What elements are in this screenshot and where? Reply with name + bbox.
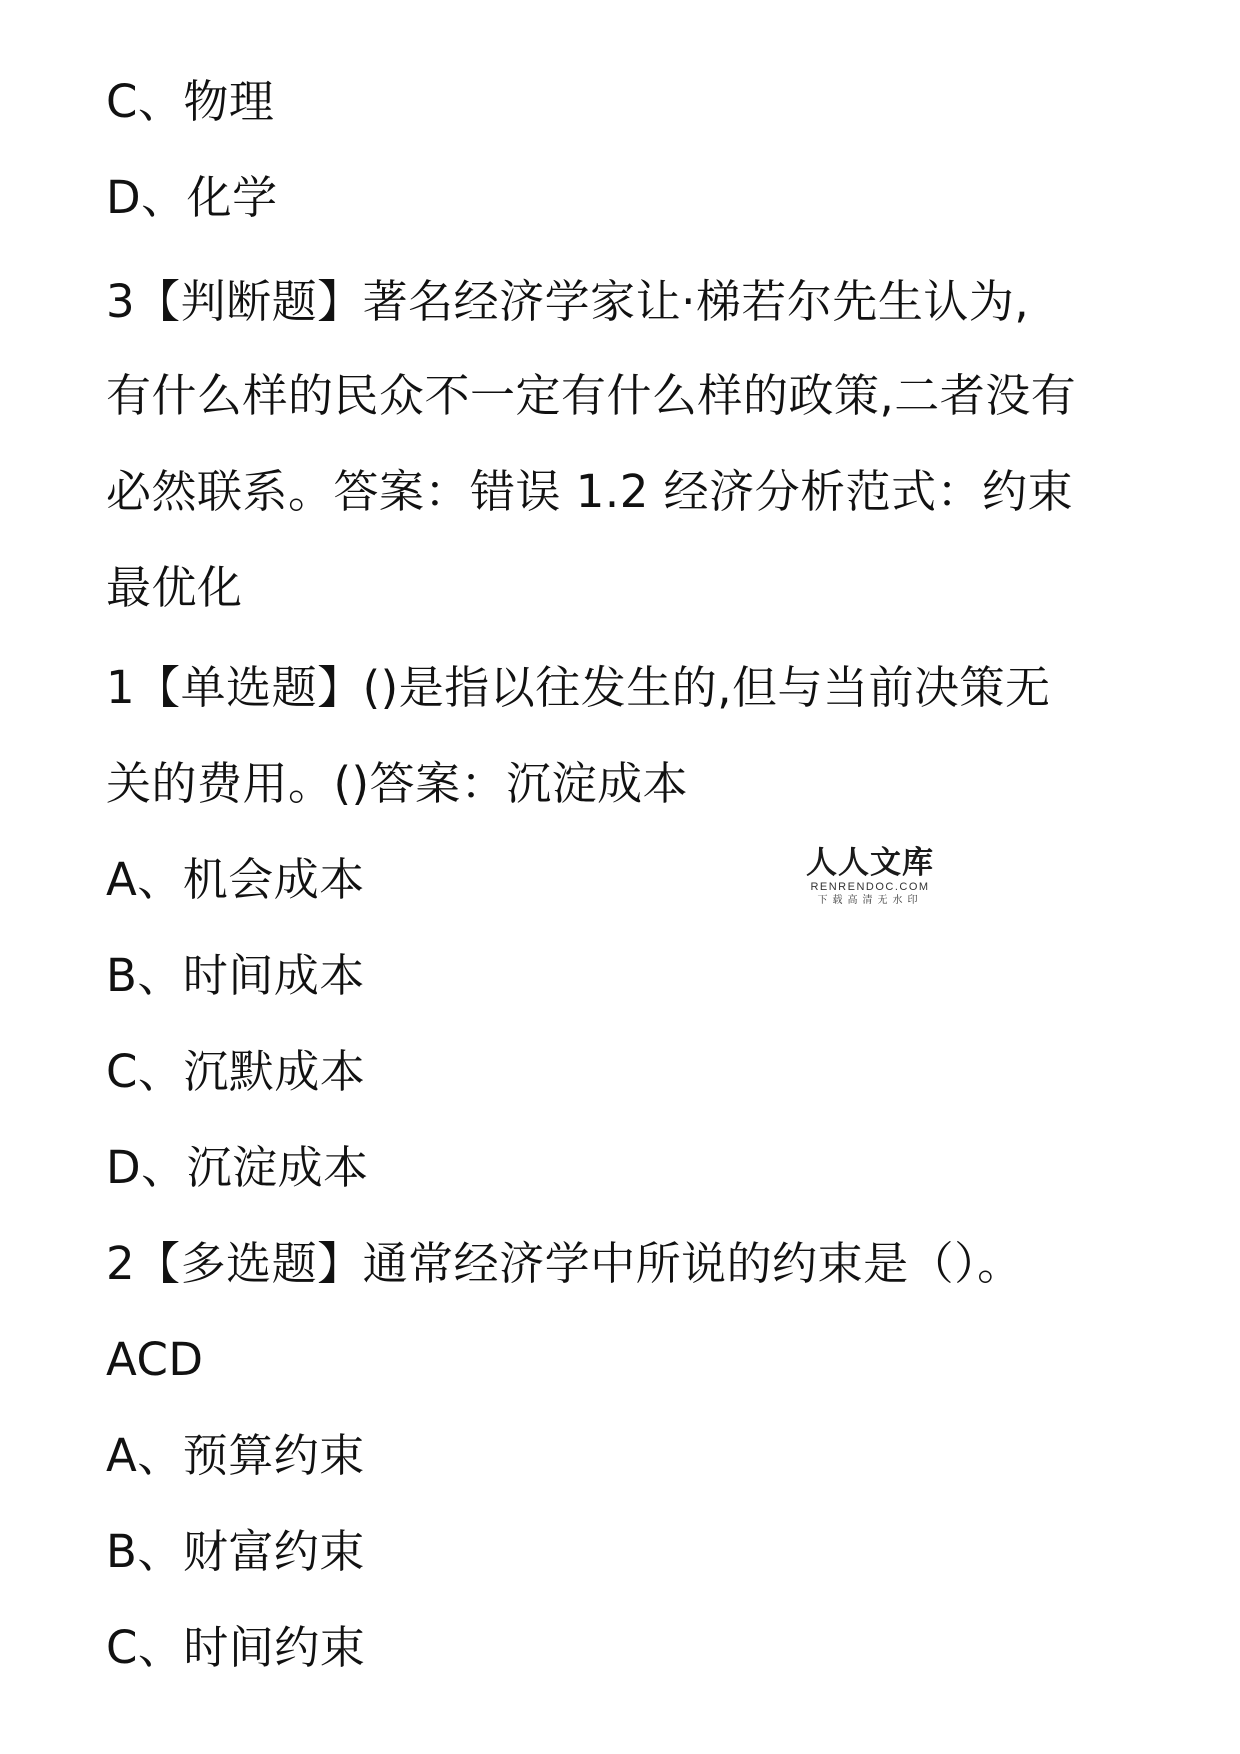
option-b-time-cost: B、时间成本 bbox=[106, 949, 365, 1002]
question-2-line-1: 2【多选题】通常经济学中所说的约束是（）。 bbox=[106, 1237, 1023, 1290]
question-3-line-1: 3【判断题】著名经济学家让·梯若尔先生认为, bbox=[106, 275, 1030, 328]
watermark-subtitle: 下载高清无水印 bbox=[817, 895, 923, 906]
question-1-line-2: 关的费用。()答案：沉淀成本 bbox=[106, 757, 689, 810]
watermark-logo bbox=[805, 846, 935, 907]
watermark-url: RENRENDOC.COM bbox=[810, 881, 930, 893]
question-3-line-2: 有什么样的民众不一定有什么样的政策,二者没有 bbox=[106, 369, 1077, 422]
question-1-line-1: 1【单选题】()是指以往发生的,但与当前决策无 bbox=[106, 661, 1051, 714]
option-c-time-constraint: C、时间约束 bbox=[106, 1621, 366, 1674]
option-c-silent-cost: C、沉默成本 bbox=[106, 1045, 366, 1098]
question-3-line-3: 必然联系。答案：错误 1.2 经济分析范式：约束 bbox=[106, 465, 1074, 518]
question-2-answer: ACD bbox=[106, 1333, 204, 1386]
option-a-budget-constraint: A、预算约束 bbox=[106, 1429, 365, 1482]
section-title-line: 最优化 bbox=[106, 561, 243, 614]
option-a-opportunity-cost: A、机会成本 bbox=[106, 853, 365, 906]
option-d-sunk-cost: D、沉淀成本 bbox=[106, 1141, 369, 1194]
option-c-physics: C、物理 bbox=[106, 75, 275, 128]
option-d-chemistry: D、化学 bbox=[106, 171, 278, 224]
option-b-wealth-constraint: B、财富约束 bbox=[106, 1525, 365, 1578]
watermark-title: 人人文库 bbox=[806, 845, 934, 881]
